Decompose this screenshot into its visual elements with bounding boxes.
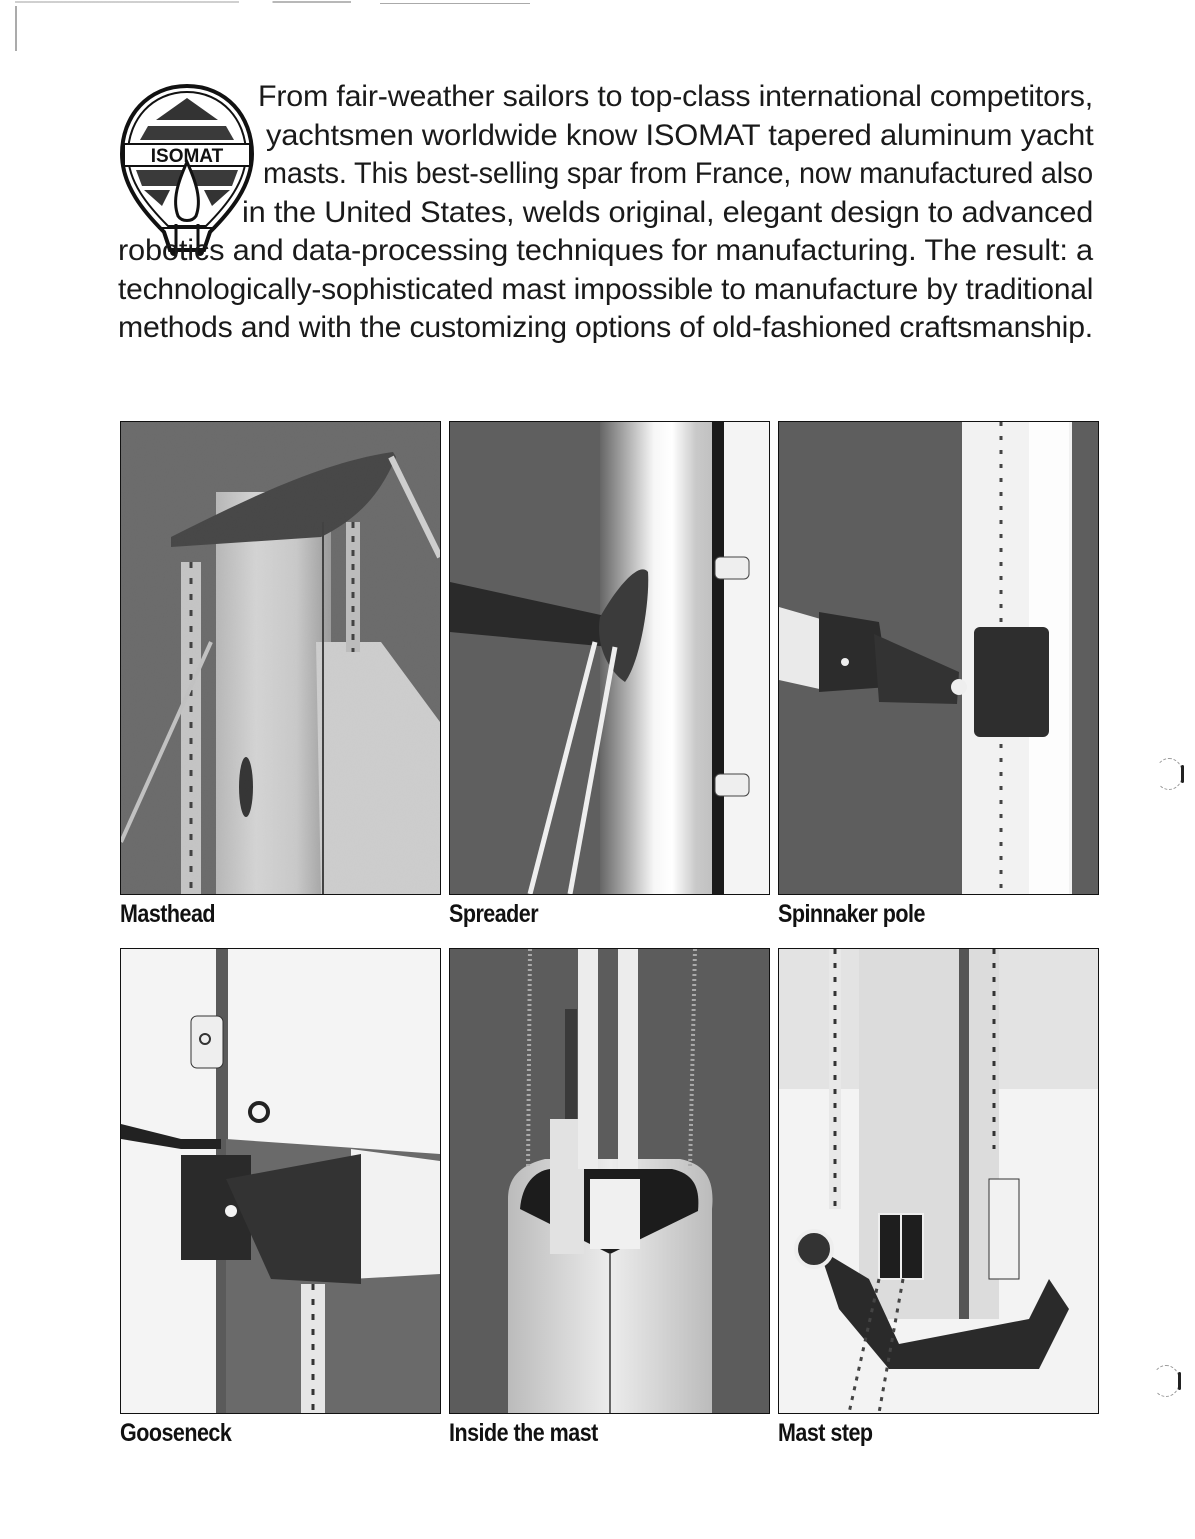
intro-line: methods and with the customizing options of old-fashioned craftsmanship.	[118, 311, 1093, 344]
photo-card-spreader	[449, 421, 770, 929]
photo-card-inside-the-mast	[449, 948, 770, 1448]
photo-card-gooseneck	[120, 948, 441, 1448]
intro-paragraph	[118, 78, 1093, 348]
intro-line: robotics and data-processing techniques for manufacturing. The result: a	[118, 234, 1093, 267]
photo-card-masthead	[120, 421, 441, 929]
photo-inside-the-mast	[449, 948, 770, 1414]
logo-brand-text: ISOMAT	[150, 146, 224, 167]
mast-step-illustration-icon	[779, 949, 1098, 1413]
intro-line: in the United States, welds original, elegant design to advanced	[242, 195, 1094, 229]
intro-line: yachtsmen worldwide know ISOMAT tapered aluminum yacht	[266, 118, 1094, 152]
scan-artifact-top-2	[380, 3, 530, 4]
photo-card-spinnaker-pole	[778, 421, 1099, 929]
photo-gooseneck	[120, 948, 441, 1414]
scan-artifact-left	[15, 6, 17, 51]
photo-caption: Inside the mast	[449, 1419, 598, 1447]
photo-caption: Spreader	[449, 900, 539, 928]
photo-caption: Gooseneck	[120, 1419, 232, 1447]
photo-caption: Spinnaker pole	[778, 900, 925, 928]
intro-line: From fair-weather sailors to top-class international competitors,	[258, 80, 1093, 113]
spreader-illustration-icon	[450, 422, 769, 894]
inside-mast-illustration-icon	[450, 949, 769, 1413]
photo-mast-step	[778, 948, 1099, 1414]
photo-spreader	[449, 421, 770, 895]
gooseneck-illustration-icon	[121, 949, 440, 1413]
punch-hole-mark	[1155, 758, 1183, 790]
spinnaker-pole-illustration-icon	[779, 422, 1098, 894]
photo-caption: Masthead	[120, 900, 216, 928]
photo-card-mast-step	[778, 948, 1099, 1448]
photo-spinnaker-pole	[778, 421, 1099, 895]
intro-section	[118, 78, 1093, 348]
masthead-illustration-icon	[121, 422, 440, 894]
intro-line: technologically-sophisticated mast impossible to manufacture by traditional	[118, 272, 1094, 306]
intro-line: masts. This best-selling spar from France, now manufactured also	[263, 157, 1093, 190]
photo-masthead	[120, 421, 441, 895]
photo-caption: Mast step	[778, 1419, 873, 1447]
punch-hole-mark	[1152, 1365, 1180, 1397]
